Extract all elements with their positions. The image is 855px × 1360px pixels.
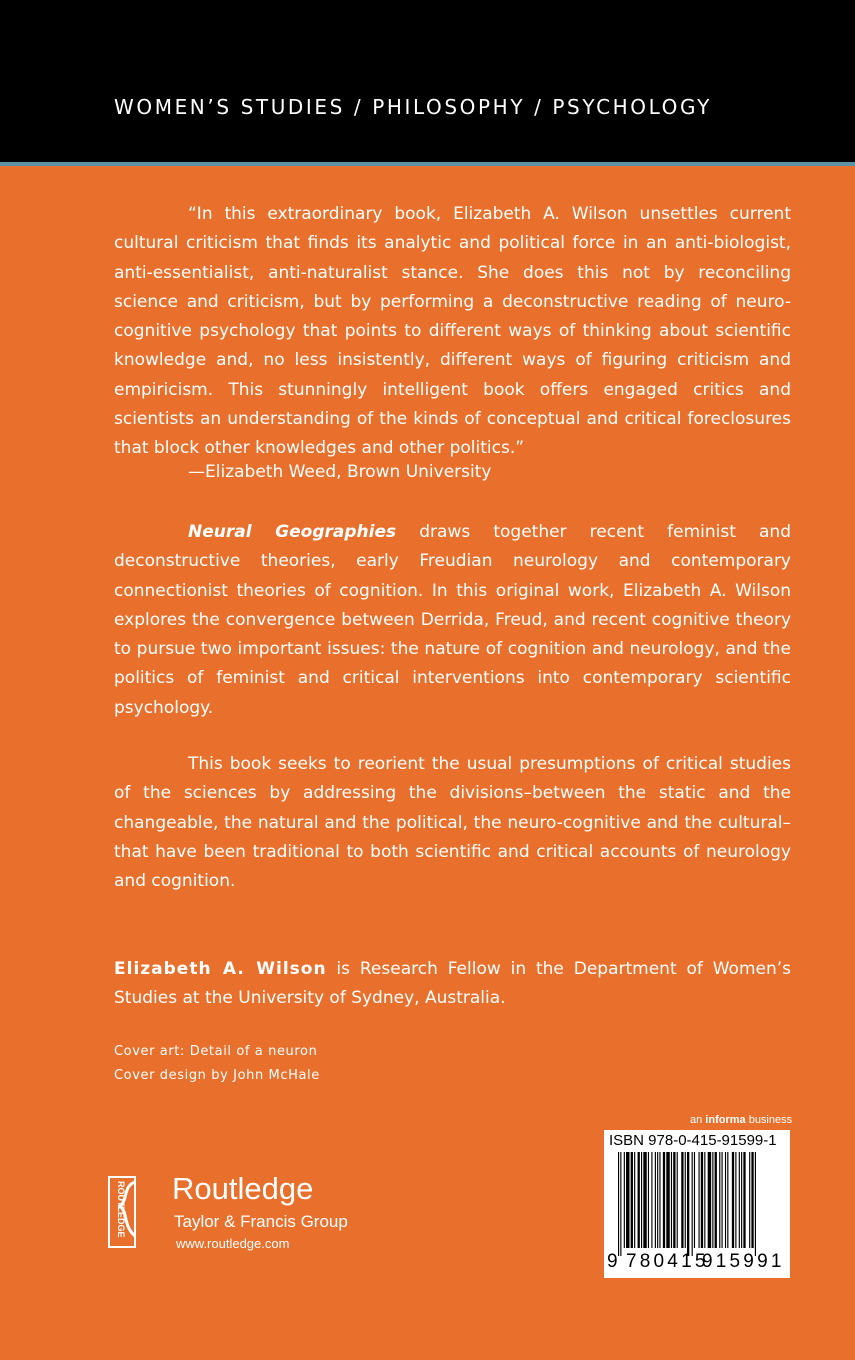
barcode-bar xyxy=(624,1152,625,1248)
description-paragraph xyxy=(114,518,791,723)
author-name: Elizabeth A. Wilson xyxy=(114,959,327,979)
barcode-bar xyxy=(708,1152,711,1248)
barcode-bar xyxy=(722,1152,723,1248)
barcode-bar xyxy=(663,1152,665,1248)
barcode-bar xyxy=(687,1152,689,1256)
routledge-logo-text: ROUTLEDGE xyxy=(116,1181,126,1238)
publisher-name: Routledge xyxy=(172,1171,314,1206)
isbn-number: ISBN 978-0-415-91599-1 xyxy=(609,1132,777,1149)
barcode-bar xyxy=(666,1152,669,1248)
description-text: draws together recent feminist and deconstructive theories, early Freudian neurology and contemporary connectionist theories of cognition. In this original work, Elizabeth A. Wilson explores the convergence between Derrida, Freud, and recent cognitive theory to pursue two important issues: the nature of cognition and neurology, and the politics of feminist and critical interventions into contemporary scientific psychology. xyxy=(114,522,791,718)
barcode-bar xyxy=(671,1152,672,1248)
informa-brand: informa xyxy=(705,1114,746,1126)
header-stripe xyxy=(0,162,855,166)
barcode-bar xyxy=(715,1152,717,1248)
aim-paragraph xyxy=(114,750,791,896)
book-title: Neural Geographies xyxy=(188,522,397,542)
barcode-bar xyxy=(634,1152,635,1248)
barcode-bar xyxy=(712,1152,713,1248)
cover-credits xyxy=(114,1040,320,1088)
barcode-bar xyxy=(685,1152,686,1248)
barcode-bar xyxy=(751,1152,753,1248)
publisher-group: Taylor & Francis Group xyxy=(174,1212,348,1231)
barcode-bar xyxy=(739,1152,740,1248)
barcode-bar xyxy=(643,1152,646,1248)
barcode-bar xyxy=(694,1152,695,1248)
ean-first-digit: 9 xyxy=(607,1251,618,1272)
barcode-bar xyxy=(732,1152,734,1248)
barcode-bar xyxy=(704,1152,705,1248)
routledge-logo-icon xyxy=(108,1176,136,1248)
ean-right-group: 915991 xyxy=(702,1251,785,1272)
publisher-url: www.routledge.com xyxy=(176,1236,290,1251)
barcode-bar xyxy=(657,1152,658,1248)
barcode-bar xyxy=(749,1152,750,1248)
quote-attribution: —Elizabeth Weed, Brown University xyxy=(188,462,492,482)
barcode-bar xyxy=(692,1152,693,1256)
barcode-bar xyxy=(659,1152,660,1248)
aim-text: This book seeks to reorient the usual presumptions of critical studies of the sciences by addressing the divisions–between the static and the changeable, the natural and the political, the neuro-cognitive and the cultural–that have been traditional to both scientific and critical accounts of neurology and cognition. xyxy=(114,754,791,892)
cover-design-credit: Cover design by John McHale xyxy=(114,1068,320,1083)
barcode-bar xyxy=(699,1152,700,1248)
barcode-bar xyxy=(620,1152,621,1256)
barcode-bar xyxy=(655,1152,656,1248)
barcode-bar xyxy=(673,1152,675,1248)
barcode-bar xyxy=(618,1152,619,1256)
barcode-bars xyxy=(618,1152,778,1256)
endorsement-quote xyxy=(114,200,791,464)
cover-art-credit: Cover art: Detail of a neuron xyxy=(114,1044,318,1059)
barcode-bar xyxy=(725,1152,726,1248)
header-bar xyxy=(0,0,855,162)
barcode-bar xyxy=(755,1152,756,1256)
subject-category: WOMEN’S STUDIES / PHILOSOPHY / PSYCHOLOGY xyxy=(114,95,712,119)
author-bio xyxy=(114,955,791,1014)
author-bio-text: is Research Fellow in the Department of Women’s Studies at the University of Sydney, Australia. xyxy=(114,959,791,1009)
barcode-bar xyxy=(648,1152,649,1248)
barcode-bar xyxy=(638,1152,640,1248)
barcode-bar xyxy=(626,1152,629,1248)
ean-left-group: 780415 xyxy=(626,1251,709,1272)
barcode-bar xyxy=(631,1152,633,1248)
barcode-bar xyxy=(641,1152,642,1248)
barcode-bar xyxy=(719,1152,720,1248)
barcode-bar xyxy=(681,1152,683,1248)
barcode-bar xyxy=(651,1152,652,1248)
barcode-bar xyxy=(701,1152,703,1248)
informa-tagline: an informa business xyxy=(690,1114,793,1126)
quote-text: “In this extraordinary book, Elizabeth A. Wilson unsettles current cultural criticism that finds its analytic and political force in an anti-biologist, anti-essentialist, anti-naturalist stance. She does this not by reconciling science and criticism, but by performing a deconstructive reading of neuro-cognitive psychology that points to different ways of thinking about scientific knowledge and, no less insistently, different ways of figuring criticism and empiricism. This stunningly intelligent book offers engaged critics and scientists an understanding of the kinds of conceptual and critical foreclosures that block other knowledges and other politics.” xyxy=(114,204,791,459)
barcode-bar xyxy=(735,1152,736,1248)
barcode-bar xyxy=(743,1152,745,1248)
barcode-bar xyxy=(727,1152,728,1248)
barcode-bar xyxy=(741,1152,742,1248)
barcode xyxy=(604,1130,790,1278)
barcode-bar xyxy=(677,1152,678,1248)
